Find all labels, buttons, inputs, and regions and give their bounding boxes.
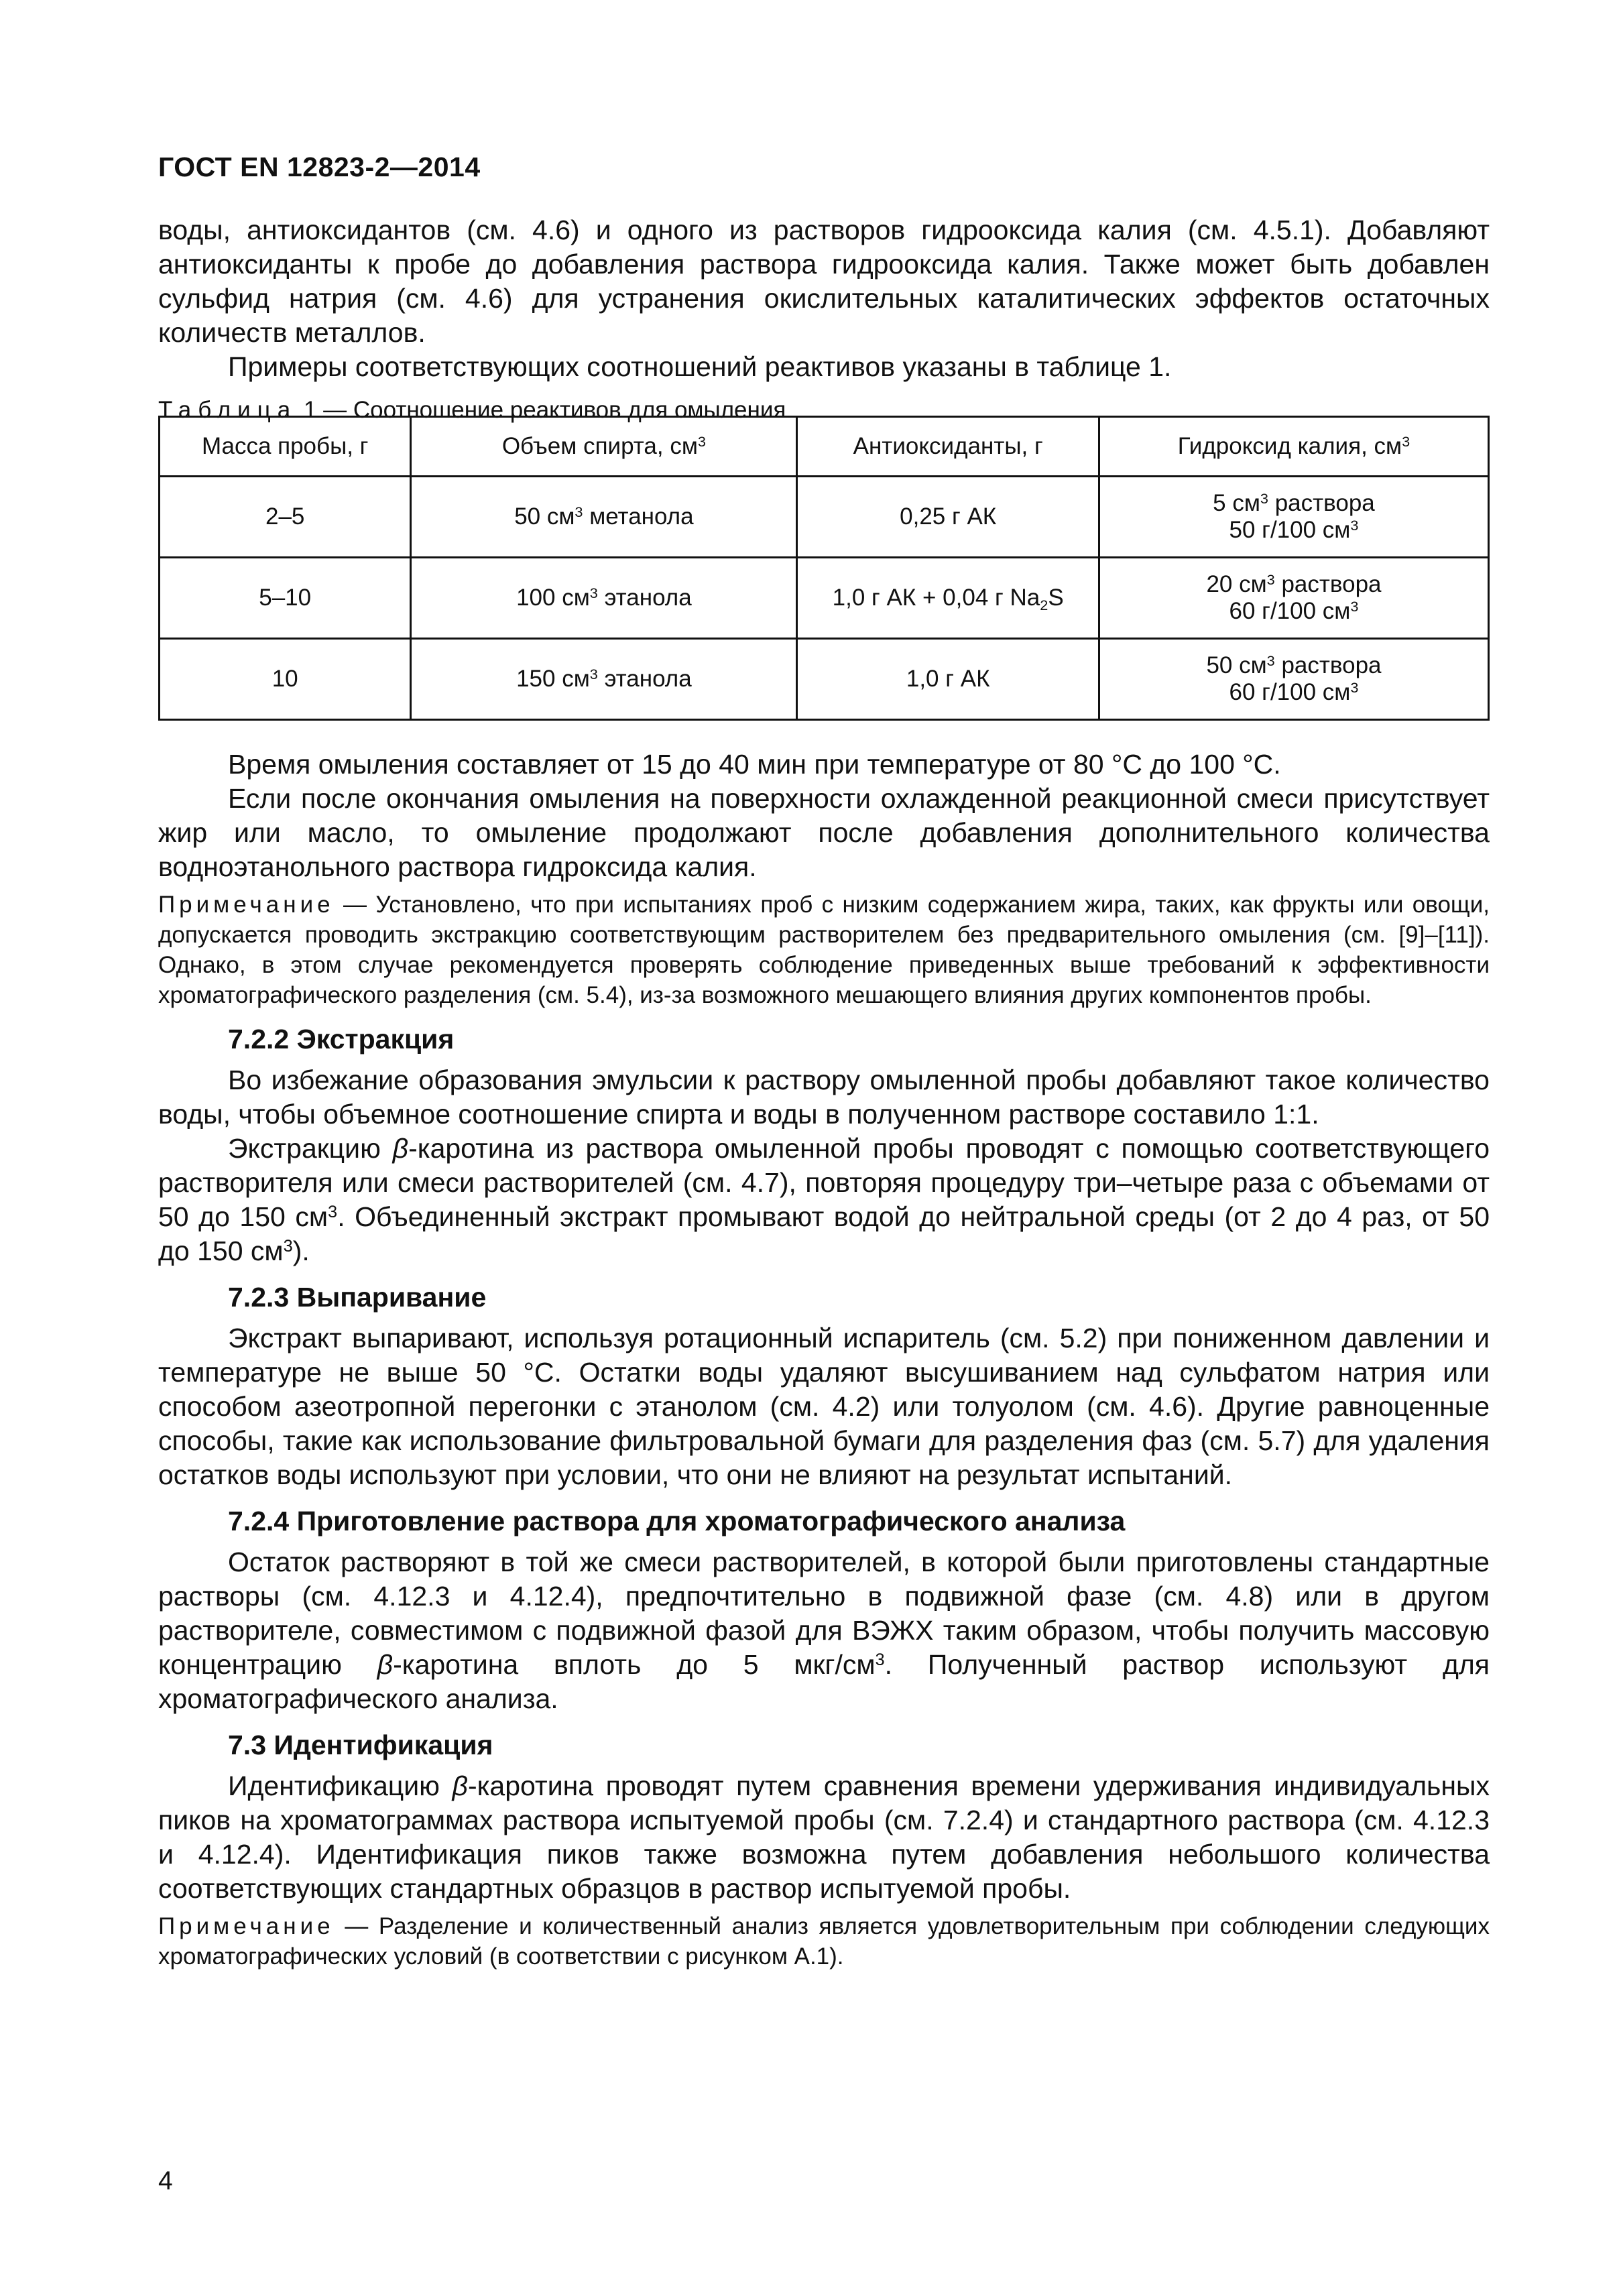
table-header-row	[160, 417, 1489, 477]
intro-examples: Примеры соответствующих соотношений реактивов указаны в таблице 1.	[228, 351, 1172, 382]
cell-koh: 5 $см^3$ раствора 50 г/100 $см^3$	[1099, 477, 1488, 558]
extraction-p1: Во избежание образования эмульсии к раствору омыленной пробы добавляют такое количество воды, чтобы объемное соотношение спирта и воды в полученном растворе составило 1:1.	[158, 1065, 1490, 1130]
header-koh: Гидроксид калия, $см^3$	[1099, 417, 1488, 477]
intro-block	[158, 213, 1490, 425]
evaporation-p1: Экстракт выпаривают, используя ротационный испаритель (см. 5.2) при пониженном давлении и температуре не выше 50 °C. Остатки воды удаляют высушиванием над сульфатом натрия или способом азеотропной перегонки с этанолом (см. 4.2) или толуолом (см. 4.6). Другие равноценные способы, такие как использование фильтровальной бумаги для разделения фаз (см. 5.7) для удаления остатков воды используют при условии, что они не влияют на результат испытаний.	[158, 1323, 1490, 1490]
note-label: Примечание	[158, 892, 335, 918]
cell-antioxidants: 1,0 г АК	[797, 639, 1099, 720]
table-row	[160, 639, 1489, 720]
cell-antioxidants: 0,25 г АК	[797, 477, 1099, 558]
saponification-continue: Если после окончания омыления на поверхности охлажденной реакционной смеси присутствует жир или масло, то омыление продолжают после добавления дополнительного количества водноэтанольного раствора гидроксида калия.	[158, 783, 1490, 882]
cell-alcohol: 50 $см^3$ метанола	[411, 477, 797, 558]
note-text: — Разделение и количественный анализ является удовлетворительным при соблюдении следующих хроматографических условий (в соответствии с рисунком А.1).	[158, 1913, 1490, 1970]
main-body	[158, 747, 1490, 1981]
header-antioxidants: Антиоксиданты, г	[797, 417, 1099, 477]
table-row	[160, 477, 1489, 558]
note-identification	[158, 1911, 1490, 1972]
note-text: — Установлено, что при испытаниях проб с низким содержанием жира, таких, как фрукты или овощи, допускается проводить экстракцию соответствующим растворителем без предварительного омыления (см. [9]–[11]). Однако, в этом случае рекомендуется проверять соблюдение приведенных выше требований к эффективности хроматографического разделения (см. 5.4), из-за возможного мешающего влияния других компонентов пробы.	[158, 892, 1490, 1008]
note-label: Примечание	[158, 1913, 335, 1939]
table-caption-text: 1 — Соотношение реактивов для омыления	[303, 397, 786, 423]
table-row	[160, 558, 1489, 639]
cell-alcohol: 100 $см^3$ этанола	[411, 558, 797, 639]
solution-prep-p1: Остаток растворяют в той же смеси растворителей, в которой были приготовлены стандартные растворы (см. 4.12.3 и 4.12.4), предпочтительно в подвижной фазе (см. 4.8) или в другом растворителе, совместимом с подвижной фазой для ВЭЖХ таким образом, чтобы получить массовую концентрацию β-каротина вплоть до 5 мкг/$см^3$. Полученный раствор используют для хроматографического анализа.	[158, 1547, 1490, 1714]
table-caption-label: Таблица	[158, 397, 298, 423]
identification-p1: Идентификацию β-каротина проводят путем сравнения времени удерживания индивидуальных пиков на хроматограммах раствора испытуемой пробы (см. 7.2.4) и стандартного раствора (см. 4.12.3 и 4.12.4). Идентификация пиков также возможна путем добавления небольшого количества соответствующих стандартных образцов в раствор испытуемой пробы.	[158, 1770, 1490, 1904]
cell-koh: 20 $см^3$ раствора 60 г/100 $см^3$	[1099, 558, 1488, 639]
heading-7-3: 7.3 Идентификация	[228, 1730, 493, 1760]
note-saponification	[158, 890, 1490, 1010]
header-mass: Масса пробы, г	[160, 417, 411, 477]
page-number: 4	[158, 2167, 173, 2195]
reagent-ratio-table	[158, 416, 1490, 721]
cell-antioxidants: 1,0 г АК + 0,04 г $Na_2S$	[797, 558, 1099, 639]
saponification-time: Время омыления составляет от 15 до 40 мин при температуре от 80 °C до 100 °C.	[228, 749, 1281, 780]
cell-mass: 2–5	[160, 477, 411, 558]
heading-7-2-2: 7.2.2 Экстракция	[228, 1024, 455, 1054]
header-alcohol: Объем спирта, $см^3$	[411, 417, 797, 477]
standard-header: ГОСТ EN 12823-2—2014	[158, 152, 481, 182]
cell-alcohol: 150 $см^3$ этанола	[411, 639, 797, 720]
heading-7-2-4: 7.2.4 Приготовление раствора для хроматографического анализа	[228, 1506, 1126, 1536]
cell-mass: 5–10	[160, 558, 411, 639]
cell-mass: 10	[160, 639, 411, 720]
extraction-p2: Экстракцию β-каротина из раствора омыленной пробы проводят с помощью соответствующего растворителя или смеси растворителей (см. 4.7), повторяя процедуру три–четыре раза с объемами от 50 до 150 $см^3$. Объединенный экстракт промывают водой до нейтральной среды (от 2 до 4 раз, от 50 до 150 $см^3$).	[158, 1133, 1490, 1266]
intro-continuation: воды, антиоксидантов (см. 4.6) и одного из растворов гидрооксида калия (см. 4.5.1). Добавляют антиоксиданты к пробе до добавления раствора гидрооксида калия. Также может быть добавлен сульфид натрия (см. 4.6) для устранения окислительных каталитических эффектов остаточных количеств металлов.	[158, 215, 1490, 348]
heading-7-2-3: 7.2.3 Выпаривание	[228, 1282, 487, 1313]
cell-koh: 50 $см^3$ раствора 60 г/100 $см^3$	[1099, 639, 1488, 720]
